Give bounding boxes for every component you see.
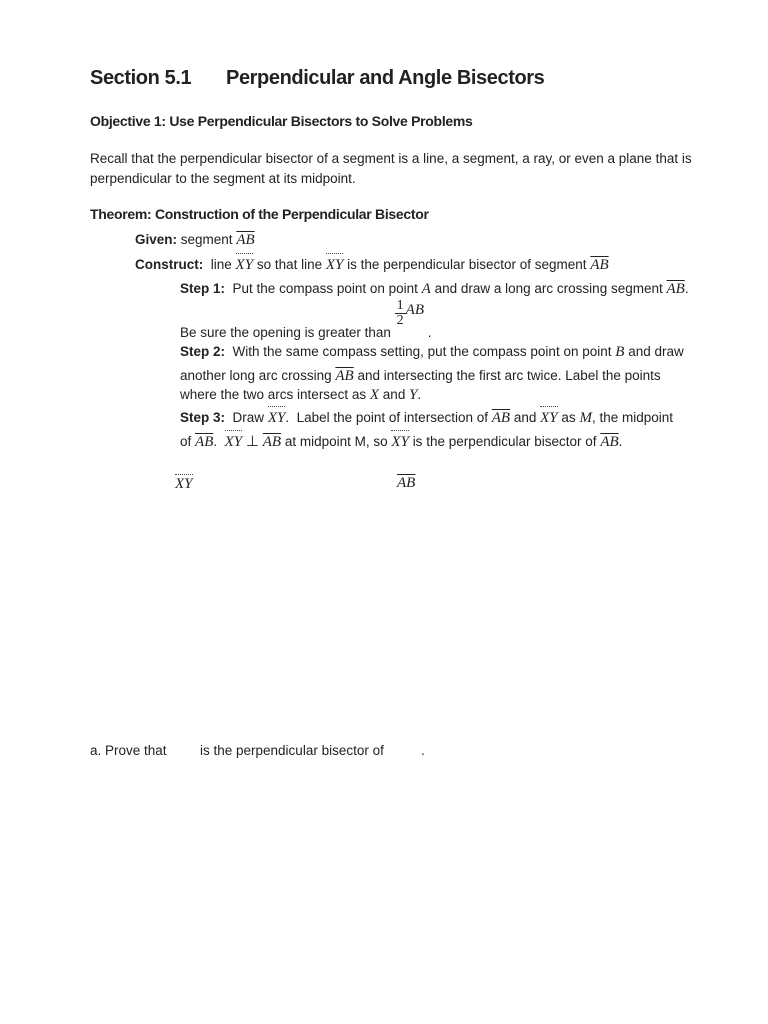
segment-ab-symbol: $\overline{AB}$ (335, 368, 354, 384)
segment-ab-symbol: $\overline{AB}$ (600, 434, 619, 450)
step3-text-7: at midpoint M, so (284, 434, 388, 449)
construct-text-1: line (210, 257, 232, 272)
recall-line-1: Recall that the perpendicular bisector of a segment is a line, a segment, a ray, or even a plane that is (90, 151, 692, 166)
recall-line-2: perpendicular to the segment at its midpoint. (90, 171, 356, 186)
construct-text-2: so that line (256, 257, 323, 272)
segment-ab-symbol: $\overline{AB}$ (590, 257, 609, 273)
step2-text-3: another long arc crossing (180, 368, 332, 383)
step1-text-3: Be sure the opening is greater than (180, 325, 391, 341)
figure-label-ab: $\overline{AB}$ (397, 475, 416, 491)
point-a-symbol: A (421, 281, 431, 297)
one-half-fraction (395, 299, 406, 328)
step3-text-3: and (513, 410, 537, 425)
step3-text-4: as (561, 410, 576, 425)
segment-ab-symbol: $\overline{AB}$ (491, 410, 511, 426)
step3-text-5: , the midpoint (591, 410, 673, 425)
line-xy-symbol: XY (540, 410, 558, 426)
step3-text-8: is the perpendicular bisector of (412, 434, 597, 449)
given-text: segment (180, 232, 233, 247)
construct-label: Construct: (135, 257, 204, 272)
prove-middle: is the perpendicular bisector of (200, 743, 384, 758)
step2-line-3: where the two arcs intersect as X and Y. (180, 387, 422, 403)
step2-line-2 (180, 366, 661, 386)
step3-text-2: Label the point of intersection of (296, 410, 488, 425)
prove-prefix: a. Prove that (90, 743, 167, 758)
point-m-symbol: M (579, 410, 592, 426)
step2-text-2: and draw (628, 344, 684, 359)
figure-label-xy: XY (175, 476, 193, 492)
segment-ab-symbol: $\overline{AB}$ (666, 281, 685, 297)
step2-text-1: With the same compass setting, put the compass point on point (232, 344, 612, 359)
ab-length-symbol: AB (405, 302, 424, 319)
segment-ab-symbol: $\overline{AB}$ (262, 434, 282, 450)
perpendicular-symbol: ⊥ (245, 434, 259, 450)
segment-ab-symbol: $\overline{AB}$ (195, 434, 214, 450)
construct-text-3: is the perpendicular bisector of segment (347, 257, 587, 272)
step2-line-1 (180, 342, 684, 362)
step3-text-6: of (180, 434, 192, 449)
point-b-symbol: B (615, 344, 625, 360)
fraction-numerator: 1 (396, 298, 404, 313)
line-xy-symbol: XY (235, 257, 254, 273)
given-line (135, 230, 255, 250)
step1-label: Step 1: (180, 281, 226, 296)
line-xy-symbol: XY (224, 434, 243, 450)
fraction-denominator: 2 (396, 313, 404, 328)
page-title: Perpendicular and Angle Bisectors (226, 67, 545, 89)
step2-text-4: and intersecting the first arc twice. Label the points (357, 368, 661, 383)
step3-text-1: Draw (232, 410, 265, 425)
prove-suffix: . (421, 743, 425, 758)
theorem-heading: Theorem: Construction of the Perpendicular Bisector (90, 206, 429, 222)
section-number: Section 5.1 (90, 67, 192, 89)
step2-label: Step 2: (180, 344, 226, 359)
objective-heading: Objective 1: Use Perpendicular Bisectors to Solve Problems (90, 113, 473, 129)
point-x-symbol: X (369, 387, 380, 403)
line-xy-symbol: XY (325, 257, 344, 273)
point-y-symbol: Y (409, 387, 418, 403)
line-xy-symbol: XY (267, 410, 286, 426)
step3-label: Step 3: (180, 410, 226, 425)
step1-text-2: and draw a long arc crossing segment (434, 281, 663, 296)
step3-line-1: Step 3: Draw XY. Label the point of intersection of $\overline{AB}$ and XY as M, the midpoint (180, 410, 673, 426)
step2-text-6: and (382, 387, 406, 402)
step1-text-1: Put the compass point on point (232, 281, 418, 296)
construct-line (135, 255, 609, 275)
step2-text-5: where the two arcs intersect as (180, 387, 367, 402)
segment-ab-symbol: $\overline{AB}$ (236, 232, 255, 248)
step3-line-2: of $\overline{AB}$. XY ⊥ $\overline{AB}$ at midpoint M, so XY is the perpendicular bisector of $\overline{AB}$. (180, 434, 623, 450)
step1-line: Step 1: Put the compass point on point A and draw a long arc crossing segment $\overline{AB}$. (180, 281, 689, 297)
given-label: Given: (135, 232, 178, 247)
line-xy-symbol: XY (391, 434, 409, 450)
step1-note: Be sure the opening is greater than $\frac{1}{2}$ AB . (180, 298, 432, 341)
